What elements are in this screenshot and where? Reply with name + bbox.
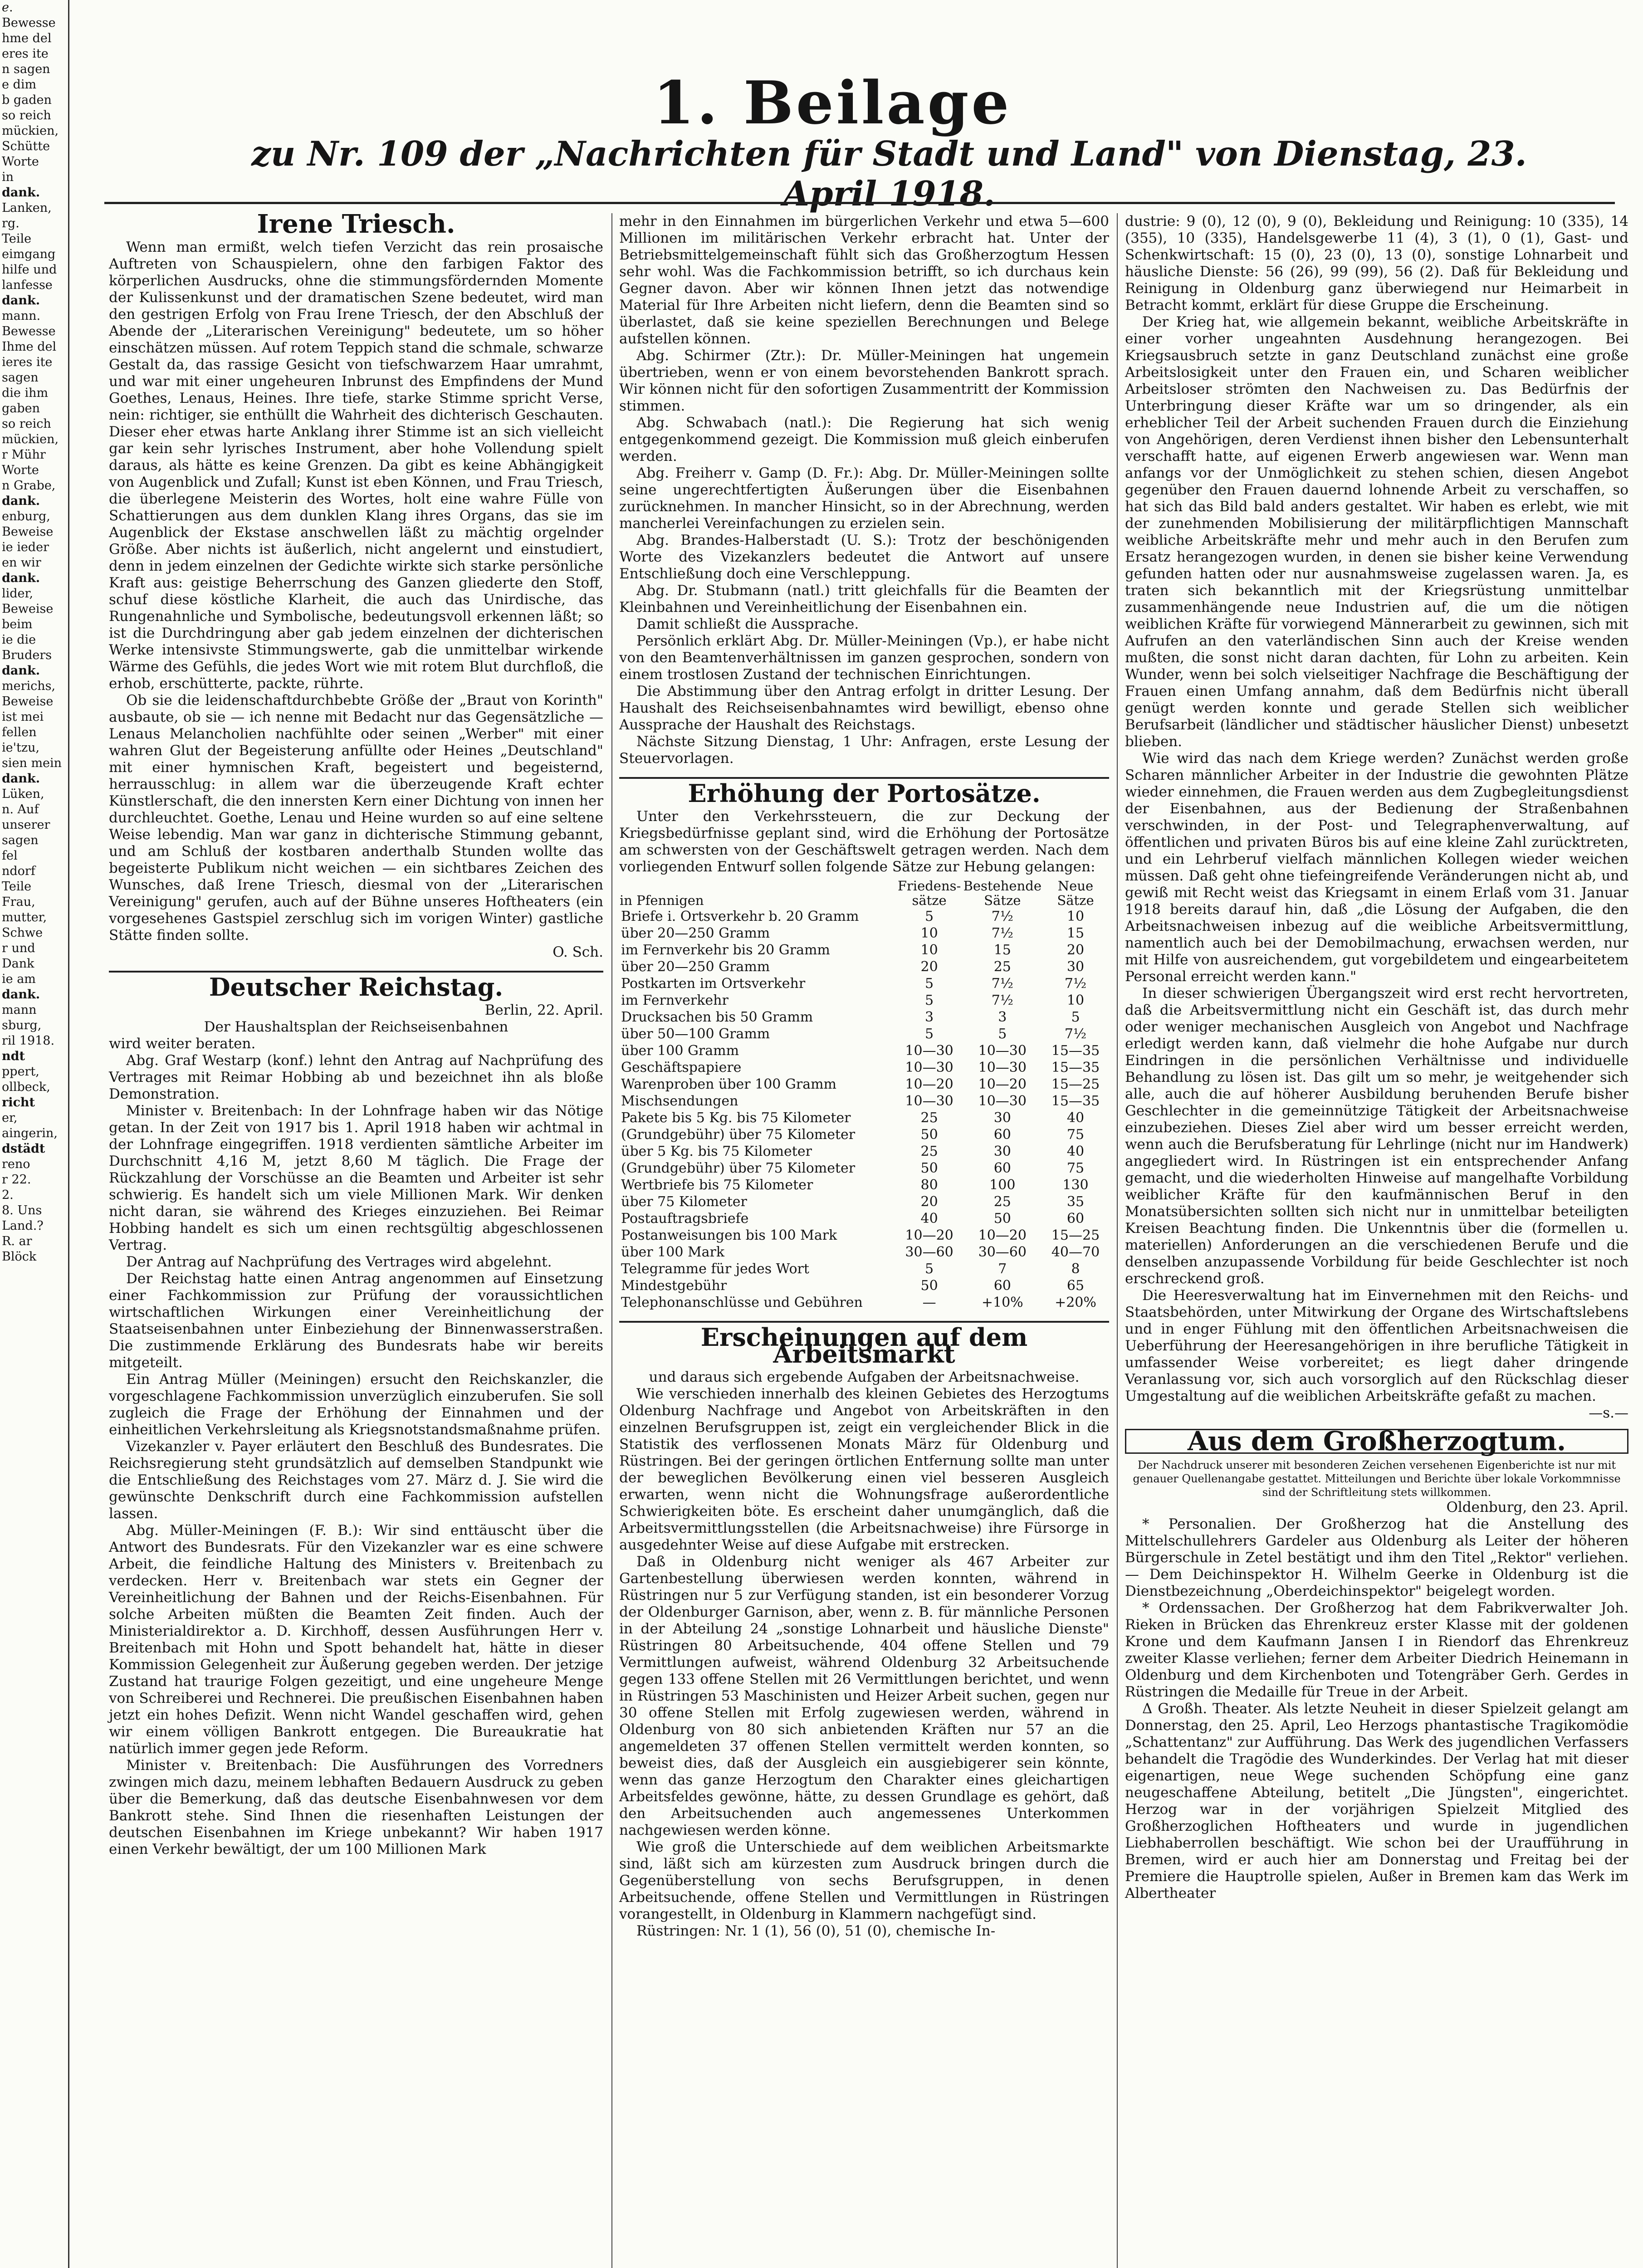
article-heading-reichstag: Deutscher Reichstag. xyxy=(209,973,504,1002)
article-heading-porto: Erhöhung der Portosätze. xyxy=(688,779,1041,808)
margin-fragment: richt xyxy=(2,1095,35,1110)
column-2 xyxy=(619,213,1109,1940)
margin-fragment: reno xyxy=(2,1157,30,1171)
margin-fragment: aingerin, xyxy=(2,1126,58,1140)
paragraph: * Ordenssachen. Der Großherzog hat dem Fabrikverwalter Joh. Rieken in Brücken das Ehrenkreuz erster Klasse mit der goldenen Krone und dem Kaufmann Jansen I in Riendorf das Ehrenkreuz zweiter Klasse verliehen; ferner dem Arbeiter Diedrich Heinemann in Oldenburg und dem Kirchenboten und Totengräber Gerh. Gerdes in Rüstringen die Medaille für Treue in der Arbeit. xyxy=(1125,1600,1628,1700)
table-cell: 5 xyxy=(925,976,934,992)
paragraph: Wie verschieden innerhalb des kleinen Gebietes des Herzogtums Oldenburg Nachfrage und Angebot von Arbeitskräften in den einzelnen Berufsgruppen ist, zeigt ein vergleichender Blick in die Statistik des verflossenen Monats März für Oldenburg und Rüstringen. Bei der geringen örtlichen Entfernung sollte man unter der beweglichen Bevölkerung einen viel besseren Ausgleich erwarten, wenn nicht die Wohnungsfrage außerordentliche Schwierigkeiten böte. Es erscheint daher unumgänglich, daß die Arbeitsvermittlungsstellen (die Arbeitsnachweise) ihre Fürsorge in ausgedehnter Weise auf diese Aufgabe mit erstrecken. xyxy=(619,1386,1109,1553)
table-cell: über 75 Kilometer xyxy=(621,1194,747,1210)
table-row xyxy=(619,1177,1109,1193)
table-cell: 7½ xyxy=(991,925,1013,941)
column-divider xyxy=(1117,213,1118,2268)
paragraph: Abg. Schwabach (natl.): Die Regierung hat sich wenig entgegenkommend gezeigt. Die Kommission muß gleich einberufen werden. xyxy=(619,415,1109,464)
paragraph: Abg. Müller-Meiningen (F. B.): Wir sind enttäuscht über die Antwort des Bundesrats. Für den Vizekanzler war es eine schwere Arbeit, die feindliche Haltung des Ministers v. Breitenbach zu verdecken. Herr v. Breitenbach war stets ein Gegner der Vereinheitlichung der Bahnen und der Reichs-Eisenbahnen. Für solche Arbeiten müßten die Beamten Zeit finden. Auch der Ministerialdirektor a. D. Kirchhoff, dessen Ausführungen Herr v. Breitenbach mit Hohn und Spott behandelt hat, hätte in dieser Kommission Gelegenheit zur Äußerung gegeben werden. Der jetzige Zustand hat traurige Folgen gezeitigt, und eine ungeheure Menge von Schreiberei und Rechnerei. Die preußischen Eisenbahnen haben jetzt ein hohes Defizit. Wenn nicht Wandel geschaffen wird, gehen wir einem völligen Bankrott entgegen. Die Bureaukratie hat natürlich immer gegen jede Reform. xyxy=(109,1522,603,1757)
table-cell: — xyxy=(922,1295,936,1310)
table-cell: 40 xyxy=(920,1211,938,1227)
table-cell: Wertbriefe bis 75 Kilometer xyxy=(621,1177,813,1193)
margin-fragment: ril 1918. xyxy=(2,1034,55,1048)
table-cell: Postauftragsbriefe xyxy=(621,1211,749,1227)
page-subtitle: zu Nr. 109 der „Nachrichten für Stadt und Land" von Dienstag, 23. April 1918. xyxy=(251,134,1527,214)
masthead-rule xyxy=(104,202,1615,204)
table-row xyxy=(619,1110,1109,1126)
table-row xyxy=(619,1009,1109,1026)
margin-fragment: dstädt xyxy=(2,1142,45,1156)
table-cell: +10% xyxy=(981,1295,1023,1310)
margin-fragment: Land.? xyxy=(2,1219,44,1233)
paragraph: Daß in Oldenburg nicht weniger als 467 Arbeiter zur Gartenbestellung überwiesen werden konnten, während in Rüstringen nur 5 zur Verfügung standen, ist ein besonderer Vorzug der Oldenburger Garnison, aber, wenn z. B. für männliche Personen in der Abteilung 24 „sonstige Lohnarbeit und häusliche Dienste" Rüstringen 80 Arbeitsuchende, 404 offene Stellen und 79 Vermittlungen aufweist, während Oldenburg 32 Arbeitsuchende gegen 133 offene Stellen mit 26 Vermittlungen berichtet, und wenn in Rüstringen 53 Maschinisten und Heizer Arbeit suchen, gegen nur 30 offene Stellen mit Erfolg zugewiesen werden, während in Oldenburg von 80 sich anbietenden Kräften nur 57 an die angemeldeten 37 offenen Stellen vermittelt werden konnten, so beweist dies, daß der Ausgleich ein ausgiebigerer sein könnte, wenn das ganze Herzogtum den Charakter eines gleichartigen Arbeitsfeldes gewönne, hätte, zu dessen Grundlage es gehört, daß den Arbeitsuchenden auch angemessenes Unterkommen nachgewiesen werden könne. xyxy=(619,1554,1109,1838)
margin-fragment: Schwe xyxy=(2,926,43,940)
table-cell: 60 xyxy=(993,1160,1011,1176)
table-cell: im Fernverkehr xyxy=(621,992,729,1008)
article-heading-grossherzogtum: Aus dem Großherzogtum. xyxy=(1125,1429,1628,1454)
margin-fragment: Teile xyxy=(2,880,32,894)
margin-fragment: in xyxy=(2,170,14,184)
table-cell: 25 xyxy=(993,1194,1011,1210)
margin-fragment: dank. xyxy=(2,571,40,585)
table-cell: im Fernverkehr bis 20 Gramm xyxy=(621,942,830,958)
margin-fragment: lanfesse xyxy=(2,278,53,292)
table-cell: 20 xyxy=(920,959,938,975)
paragraph: Damit schließt die Aussprache. xyxy=(636,616,859,632)
table-cell: 25 xyxy=(993,959,1011,975)
margin-fragment: Ihme del xyxy=(2,340,57,354)
table-cell: über 100 Mark xyxy=(621,1244,725,1260)
dateline: Berlin, 22. April. xyxy=(484,1002,603,1018)
table-cell: 10—30 xyxy=(905,1060,954,1075)
margin-fragment: n sagen xyxy=(2,62,50,76)
margin-fragment: 8. Uns xyxy=(2,1203,42,1217)
table-cell: 130 xyxy=(1062,1177,1089,1193)
table-cell: 15—35 xyxy=(1051,1043,1100,1059)
paragraph: Unter den Verkehrssteuern, die zur Deckung der Kriegsbedürfnisse geplant sind, wird die Erhöhung der Portosätze am schwersten von der Geschäftswelt getragen werden. Nach dem vorliegenden Entwurf sollen folgende Sätze zur Hebung gelangen: xyxy=(619,808,1109,875)
table-cell: 60 xyxy=(993,1278,1011,1294)
table-row xyxy=(619,958,1109,975)
paragraph: Wenn man ermißt, welch tiefen Verzicht das rein prosaische Auftreten von Schauspielern, ohne den farbigen Faktor des körperlichen Ausdrucks, ohne die stimmungsfördernden Momente der Kulissenkunst und der dramatischen Szene bedeutet, wird man den gestrigen Erfolg von Frau Irene Triesch, der den Abschluß der Abende der „Literarischen Vereinigung" bedeutete, um so höher einschätzen müssen. Auf rotem Teppich stand die schmale, schwarze Gestalt da, das rassige Gesicht von tiefschwarzem Haar umrahmt, und war mit einer ungeheuren Inbrunst des Empfindens der Mund Goethes, Lenaus, Heines. Ihre tiefe, starke Stimme spricht Verse, nein: richtiger, sie enthüllt die Wahrheit des dichterisch Geschauten. Dieser eher etwas harte Anklang ihrer Stimme ist an sich vielleicht gar kein sehr lyrisches Instrument, aber hohe Vollendung spielt daraus, als hätte es keine Grenzen. Da gibt es keine Abhängigkeit von Augenblick und Zufall; Kunst ist eben Können, und Frau Triesch, die überlegene Meisterin des Wortes, holt eine wahre Fülle von Schattierungen aus dem dunklen Klang ihres Organs, das sie im Augenblick der Ekstase anschwellen läßt zu mächtig orgelnder Größe. Aber nichts ist äußerlich, nicht angelernt und einstudiert, denn in jedem einzelnen der Gedichte wirkte sich starke persönliche Kraft aus: geistige Beherrschung des Ganzen gliederte den Stoff, schuf diese köstliche Klarheit, die auch das Unirdische, das Rungenahnliche und Symbolische, bedeutungsvoll erkennen läßt; so ist die Durchdringung aber gab jedem einzelnen der dichterischen Werke intensivste Stimmungswerte, gab die unmittelbar wirkende Wärme des Gefühls, die jedes Wort wie mit rotem Blut durchfloß, die erhob, erschütterte, packte, rührte. xyxy=(109,239,603,692)
margin-fragment: sagen xyxy=(2,833,39,847)
margin-fragment: fellen xyxy=(2,725,37,739)
margin-fragment: Lanken, xyxy=(2,201,52,215)
paragraph: Vizekanzler v. Payer erläutert den Beschluß des Bundesrates. Die Reichsregierung steht grundsätzlich auf demselben Standpunkt wie die Entschließung des Reichstages vom 27. März d. J. Sie wird die gewünschte Denkschrift durch eine Fachkommission aufstellen lassen. xyxy=(109,1438,603,1522)
margin-fragment: beim xyxy=(2,617,33,631)
table-cell: 20 xyxy=(920,1194,938,1210)
table-cell: 75 xyxy=(1066,1127,1085,1143)
margin-fragment: r und xyxy=(2,941,35,955)
table-row xyxy=(619,1227,1109,1244)
dateline: Oldenburg, den 23. April. xyxy=(1446,1499,1628,1515)
margin-fragment: ie am xyxy=(2,972,36,986)
table-cell: 30 xyxy=(1066,959,1085,975)
table-cell: 15 xyxy=(1066,925,1085,941)
margin-fragment: dank. xyxy=(2,664,40,678)
margin-fragment: ie'tzu, xyxy=(2,741,40,755)
table-cell: 7½ xyxy=(991,976,1013,992)
margin-fragment: mückien, xyxy=(2,124,59,138)
margin-fragment: 2. xyxy=(2,1188,14,1202)
margin-fragment: ollbeck, xyxy=(2,1080,50,1094)
paragraph: Minister v. Breitenbach: In der Lohnfrage haben wir das Nötige getan. In der Zeit von 1917 bis 1. April 1918 haben wir achtmal in der Lohnfrage eingegriffen. 1918 verdienten sämtliche Arbeiter im Durchschnitt 4,16 M, jetzt 8,60 M täglich. Die Frage der Rückzahlung der Vorschüsse an die Beamten und Arbeiter ist sehr schwierig. Es handelt sich um viele Millionen Mark. Wir denken nicht daran, sie während des Krieges einzuziehen. Bei Reimar Hobbing handelt es sich um einen rechtsgültig abgeschlossenen Vertrag. xyxy=(109,1103,603,1253)
subheading: und daraus sich ergebende Aufgaben der Arbeitsnachweise. xyxy=(649,1369,1080,1385)
paragraph: Persönlich erklärt Abg. Dr. Müller-Meiningen (Vp.), er habe nicht von den Beamtenverhältnissen im ganzen gesprochen, sondern von einem trostlosen Zustand der technischen Einrichtungen. xyxy=(619,633,1109,683)
margin-fragment: dank. xyxy=(2,293,40,308)
table-cell: 40 xyxy=(1066,1110,1085,1126)
table-row xyxy=(619,1093,1109,1110)
table-cell: (Grundgebühr) über 75 Kilometer xyxy=(621,1127,856,1143)
margin-fragment: Blöck xyxy=(2,1250,37,1264)
author-signature: —s.— xyxy=(1589,1405,1628,1421)
paragraph: dustrie: 9 (0), 12 (0), 9 (0), Bekleidung und Reinigung: 10 (335), 14 (355), 10 (335), Handelsgewerbe 11 (4), 3 (1), 0 (1), Gast- und Schenkwirtschaft: 15 (0), 23 (0), 13 (0), sonstige Lohnarbeit und häusliche Dienste: 56 (26), 99 (99), 56 (2). Daß für Bekleidung und Reinigung in Oldenburg ganz überwiegend nur Heimarbeit in Betracht kommt, erklärt für diese Gruppe die Erscheinung. xyxy=(1125,213,1628,313)
table-row xyxy=(619,942,1109,958)
paragraph: Abg. Schirmer (Ztr.): Dr. Müller-Meiningen hat ungemein übertrieben, wenn er von einem bevorstehenden Bankrott sprach. Wir können nicht für den sofortigen Zusammentritt der Kommission stimmen. xyxy=(619,347,1109,414)
table-header: Bestehende Sätze xyxy=(963,878,1042,908)
table-row xyxy=(619,1076,1109,1093)
paragraph: Wie wird das nach dem Kriege werden? Zunächst werden große Scharen männlicher Arbeiter in der Industrie die gewohnten Plätze wieder einnehmen, die Frauen werden aus dem Zugbegleitungsdienst der Eisenbahnen, aus der Bedienung der Straßenbahnen verschwinden, in der Post- und Telegraphenverwaltung, auf öffentlichen und privaten Büros bis auf eine kleine Zahl zurücktreten, und ein Lehrberuf vielfach männlichen Kollegen wieder weichen müssen. Daß geht ohne tiefeingreifende Veränderungen nicht ab, und gewiß mit Recht weist das Kriegsamt in einem Erlaß vom 31. Januar 1918 bereits darauf hin, daß „die Lösung der Aufgaben, die den Arbeitsnachweisen inbezug auf die weibliche Arbeitsvermittlung, namentlich auch bei der Demobilmachung, erwachsen werden, nur mit Hilfe von ausreichendem, gut vorgebildetem und eingearbeitetem Personal erreicht werden kann." xyxy=(1125,750,1628,985)
table-cell: 50 xyxy=(993,1211,1011,1227)
author-signature: O. Sch. xyxy=(553,944,603,960)
margin-fragment: so reich xyxy=(2,417,51,431)
table-row xyxy=(619,1126,1109,1143)
margin-fragment: merichs, xyxy=(2,679,56,693)
margin-fragment: er, xyxy=(2,1111,18,1125)
paragraph: Abg. Dr. Stubmann (natl.) tritt gleichfalls für die Beamten der Kleinbahnen und Vereinheitlichung der Eisenbahnen ein. xyxy=(619,582,1109,616)
table-cell: 15—25 xyxy=(1051,1076,1100,1092)
margin-fragment: dank. xyxy=(2,494,40,508)
table-cell: 30 xyxy=(993,1110,1011,1126)
table-row xyxy=(619,992,1109,1009)
table-cell: 50 xyxy=(920,1278,938,1294)
article-heading-arbeitsmarkt: Erscheinungen auf dem Arbeitsmarkt xyxy=(700,1323,1028,1369)
margin-fragment: so reich xyxy=(2,108,51,122)
margin-fragment: Bewesse xyxy=(2,16,56,30)
table-cell: 15 xyxy=(993,942,1011,958)
margin-fragment: Lüken, xyxy=(2,787,44,801)
paragraph: Die Heeresverwaltung hat im Einvernehmen mit den Reichs- und Staatsbehörden, unter Mitwirkung der Organe des Wirtschaftslebens und in enger Fühlung mit den öffentlichen Arbeitsnachweisen die Ueberführung der Heeresangehörigen in ihre berufliche Tätigkeit in umfassender Weise vorbereitet; es liegt daher dringende Veranlassung vor, sich auch vorsorglich auf den Rückschlag dieser Umgestaltung auf die weiblichen Arbeitskräfte gefaßt zu machen. xyxy=(1125,1287,1628,1404)
margin-fragment: b gaden xyxy=(2,93,52,107)
table-cell: Pakete bis 5 Kg. bis 75 Kilometer xyxy=(621,1110,851,1126)
table-cell: über 50—100 Gramm xyxy=(621,1026,770,1042)
margin-fragment: ist mei xyxy=(2,710,44,724)
margin-fragment: mann. xyxy=(2,309,41,323)
margin-fragment: sien mein xyxy=(2,756,62,770)
table-cell: 5 xyxy=(925,992,934,1008)
table-cell: Drucksachen bis 50 Gramm xyxy=(621,1009,813,1025)
paragraph: In dieser schwierigen Übergangszeit wird erst recht hervortreten, daß die Arbeitsvermittlung nicht ein Geschäft ist, das durch mehr oder weniger mechanischen Ausgleich von Angebot und Nachfrage erledigt werden kann, daß vielmehr die hohe Aufgabe nur durch Eindringen in die persönlichen Verhältnisse und individuelle Behandlung zu lösen ist. Das gilt um so mehr, je weitgehender sich alle, auch die auf höherer Ausbildung beruhenden Berufe bisher Geschlechter in die gemeinnützige Tätigkeit der Arbeitsnachweise einzubeziehen. Dieses Ziel aber wird um besser erreicht werden, wenn auch die Berufsberatung für Lehrlinge (nicht nur im Handwerk) angegliedert wird. In Rüstringen ist ein entsprechender Anfang gemacht, und die wiederholten Hinweise auf mangelhafte Vorbildung weiblicher Kräfte für den kaufmännischen Beruf in den Monatsübersichten sollten sich nicht nur in unmittelbar beteiligten Kreisen Beachtung finden. Die Unkenntnis über die (formellen u. materiellen) Anforderungen an die verschiedenen Berufe und die denselben anzupassende Vorbildung für beide Geschlechter ist noch erschreckend groß. xyxy=(1125,985,1628,1287)
margin-fragment: dank. xyxy=(2,987,40,1002)
page-title: 1. Beilage xyxy=(653,68,1012,137)
margin-fragment: Worte xyxy=(2,463,39,477)
table-cell: 5 xyxy=(1071,1009,1080,1025)
table-cell: 10—30 xyxy=(905,1043,954,1059)
paragraph: Der Antrag auf Nachprüfung des Vertrages wird abgelehnt. xyxy=(126,1254,552,1270)
table-cell: 30 xyxy=(993,1144,1011,1159)
table-cell: 5 xyxy=(925,909,934,924)
margin-fragment: ieres ite xyxy=(2,355,53,369)
table-cell: über 5 Kg. bis 75 Kilometer xyxy=(621,1144,812,1159)
margin-fragment: mutter, xyxy=(2,910,47,924)
margin-fragment: Frau, xyxy=(2,895,35,909)
table-cell: 35 xyxy=(1066,1194,1085,1210)
table-cell: 10—30 xyxy=(905,1093,954,1109)
paragraph: Rüstringen: Nr. 1 (1), 56 (0), 51 (0), chemische In- xyxy=(636,1923,996,1939)
table-row xyxy=(619,1277,1109,1294)
margin-fragment: hilfe und xyxy=(2,263,57,277)
table-cell: 10—30 xyxy=(978,1043,1027,1059)
table-cell: 10—20 xyxy=(978,1076,1027,1092)
table-row xyxy=(619,1042,1109,1059)
paragraph: Ein Antrag Müller (Meiningen) ersucht den Reichskanzler, die vorgeschlagene Fachkommission unverzüglich einzuberufen. Sie soll zugleich die Frage der Erhöhung der Einnahmen und der einheitlichen Verkehrsleitung als Kriegsnotstandsmaßnahme prüfen. xyxy=(109,1371,603,1438)
column-3 xyxy=(1125,213,1628,1902)
margin-fragment: R. ar xyxy=(2,1234,32,1248)
margin-fragment: sagen xyxy=(2,371,39,385)
paragraph: Wie groß die Unterschiede auf dem weiblichen Arbeitsmarkte sind, läßt sich am kürzesten zum Ausdruck bringen durch die Gegenüberstellung von sechs Berufsgruppen, in denen Arbeitsuchende, offene Stellen und Vermittlungen in Rüstringen vorangestellt, in Oldenburg in Klammern nachgefügt sind. xyxy=(619,1839,1109,1922)
paragraph: Ob sie die leidenschaftdurchbebte Größe der „Braut von Korinth" ausbaute, ob sie — ich nenne mit Bedacht nur das Gegensätzliche — Lenaus Melancholien nachfühlte oder seinen „Werber" mit einer wahren Glut der Begeisterung anfüllte oder Heines „Deutschland" mit einer hymnischen Kraft, begeistert und begeisternd, herrausschlug: in allem war die überzeugende Kraft echter Künstlerschaft, die den innersten Kern einer Dichtung von innen her durchleuchtet. Goethe, Lenau und Heine wurden so auf eine seltene Weise lebendig. Man war ganz in dichterische Stimmung gebannt, und am Schluß der kostbaren anderthalb Stunden wollte das begeisterte Publikum nicht weichen — ein sichtbares Zeichen des Wunsches, daß Irene Triesch, diesmal von der „Literarischen Vereinigung" gerufen, auch auf der Bühne unseres Hoftheaters (ein vorgesehenes Gastspiel zerschlug sich im vorigen Winter) gastliche Stätte finden sollte. xyxy=(109,692,603,943)
margin-fragment: sburg, xyxy=(2,1018,42,1032)
table-cell: 10 xyxy=(1066,909,1085,924)
paragraph: Die Abstimmung über den Antrag erfolgt in dritter Lesung. Der Haushalt des Reichseisenbahnamtes wird bewilligt, ebenso ohne Aussprache der Haushalt des Reichstags. xyxy=(619,683,1109,733)
margin-fragment: mückien, xyxy=(2,432,59,446)
reprint-note: Der Nachdruck unserer mit besonderen Zeichen versehenen Eigenberichte ist nur mit genauer Quellenangabe gestattet. Mitteilungen und Berichte über lokale Vorkommnisse sind der Schriftleitung stets willkommen. xyxy=(1133,1459,1621,1499)
table-cell: 80 xyxy=(920,1177,938,1193)
table-row xyxy=(619,925,1109,942)
table-cell: 10—20 xyxy=(905,1076,954,1092)
table-cell: 10 xyxy=(920,942,938,958)
margin-fragment: enburg, xyxy=(2,509,50,523)
table-row xyxy=(619,1160,1109,1177)
margin-fragment: Bruders xyxy=(2,648,52,662)
margin-fragment: die ihm xyxy=(2,386,49,400)
margin-fragment: ie ieder xyxy=(2,540,49,554)
paragraph: Abg. Freiherr v. Gamp (D. Fr.): Abg. Dr. Müller-Meiningen sollte seine ungerechtfertigten Äußerungen über die Eisenbahnen zurücknehmen. In mancher Hinsicht, so in der Abrechnung, werden mancherlei Vereinfachungen zu erzielen sein. xyxy=(619,465,1109,532)
table-cell: 7½ xyxy=(991,909,1013,924)
table-cell: 3 xyxy=(998,1009,1007,1025)
table-cell: 7½ xyxy=(1064,976,1087,992)
margin-fragment: ndt xyxy=(2,1049,25,1063)
table-header: in Pfennigen xyxy=(620,893,704,908)
margin-fragment: ℯ. xyxy=(2,0,13,15)
margin-fragment: hme del xyxy=(2,31,52,45)
table-header: Friedens- sätze xyxy=(897,878,961,908)
margin-fragment: gaben xyxy=(2,401,40,415)
margin-fragment: eimgang xyxy=(2,247,56,261)
margin-fragment: lider, xyxy=(2,587,34,601)
table-cell: 10—20 xyxy=(978,1227,1027,1243)
table-cell: 5 xyxy=(925,1261,934,1277)
table-cell: über 100 Gramm xyxy=(621,1043,739,1059)
margin-fragment: eres ite xyxy=(2,47,49,61)
paragraph: Der Reichstag hatte einen Antrag angenommen auf Einsetzung einer Fachkommission zur Prüfung der voraussichtlichen wirtschaftlichen Wirkungen einer Vereinheitlichung der Staatseisenbahnen unter Einbeziehung der Binnenwasserstraßen. Die zustimmende Erklärung des Bundesrats habe wir bereits mitgeteilt. xyxy=(109,1271,603,1371)
table-cell: Geschäftspapiere xyxy=(621,1060,742,1075)
table-row xyxy=(619,1210,1109,1227)
table-cell: über 20—250 Gramm xyxy=(621,959,770,975)
column-1 xyxy=(109,209,603,1858)
margin-fragment: r Mühr xyxy=(2,448,46,462)
table-cell: 15—25 xyxy=(1051,1227,1100,1243)
margin-fragment: Dank xyxy=(2,957,34,971)
margin-fragment: Beweise xyxy=(2,525,54,539)
margin-fragment: Beweise xyxy=(2,602,54,616)
margin-fragment: Beweise xyxy=(2,694,54,709)
table-cell: Postkarten im Ortsverkehr xyxy=(621,976,806,992)
margin-fragment: Bewesse xyxy=(2,324,56,338)
table-row xyxy=(619,975,1109,992)
margin-fragment: e dim xyxy=(2,78,37,92)
table-cell: 7½ xyxy=(1064,1026,1087,1042)
margin-fragment: Schütte xyxy=(2,139,50,153)
table-row xyxy=(619,1026,1109,1042)
article-heading-triesch: Irene Triesch. xyxy=(257,209,455,239)
table-cell: Postanweisungen bis 100 Mark xyxy=(621,1227,837,1243)
table-cell: 100 xyxy=(989,1177,1016,1193)
table-row xyxy=(619,1193,1109,1210)
table-cell: 40 xyxy=(1066,1144,1085,1159)
table-row xyxy=(619,1143,1109,1160)
paragraph: Der Krieg hat, wie allgemein bekannt, weibliche Arbeitskräfte in einer vorher ungeahnten Ausdehnung herangezogen. Bei Kriegsausbruch setzte in ganz Deutschland zunächst eine große Arbeitslosigkeit unter den Frauen ein, und Scharen weiblicher Arbeitsloser strömten den Nachweisen zu. Das Bedürfnis der Unterbringung dieser Kräfte war um so dringender, als ein erheblicher Teil der Arbeit suchenden Frauen durch die Einziehung von Angehörigen, deren Verdienst ihnen bisher den Lebensunterhalt verschafft hatte, auf eigenen Erwerb angewiesen war. Wenn man anfangs vor der Unmöglichkeit zu stehen schien, diesen Angebot gegenüber den Frauen dauernd lohnende Arbeit zu verschaffen, so hat sich das Bild bald anders gestaltet. Wir haben es erlebt, wie mit der zunehmenden Mobilisierung der militärpflichtigen Mannschaft weibliche Arbeitskräfte mehr und mehr auch in den Berufen zum Ersatz herangezogen wurden, in denen sie bisher keine Verwendung gefunden hatten oder nur ausnahmsweise zugelassen waren. Ja, es traten sich bekanntlich mit der Kriegsrüstung unmittelbar zusammenhängende neue Industrien auf, die um die nötigen weiblichen Kräfte für vorwiegend Männerarbeit zu gewinnen, sich mit Aufrufen an den vaterländischen Sinn auch der Kreise wenden mußten, die sonst nicht daran dachten, für Lohn zu arbeiten. Kein Wunder, wenn bei solch vielseitiger Nachfrage die Beschäftigung der Frauen einen Umfang annahm, daß dem Bedürfnis nicht überall genügt werden konnte und gerade Stellen sich weiblicher Berufsarbeit (ländlicher und städtischer häuslicher Dienst) unbesetzt blieben. xyxy=(1125,314,1628,750)
table-row xyxy=(619,1244,1109,1261)
column-divider xyxy=(611,213,612,2268)
table-cell: 7½ xyxy=(991,992,1013,1008)
paragraph: Abg. Graf Westarp (konf.) lehnt den Antrag auf Nachprüfung des Vertrages mit Reimar Hobbing ab und bezeichnet ihn als bloße Demonstration. xyxy=(109,1052,603,1102)
margin-fragment: ppert, xyxy=(2,1065,39,1079)
margin-fragment: ie die xyxy=(2,633,36,647)
table-cell: 60 xyxy=(993,1127,1011,1143)
margin-fragment: en wir xyxy=(2,556,41,570)
table-cell: 3 xyxy=(925,1009,934,1025)
postage-rates-table xyxy=(619,878,1109,1311)
table-cell: 8 xyxy=(1071,1261,1080,1277)
paragraph: wird weiter beraten. xyxy=(109,1036,256,1052)
paragraph: Minister v. Breitenbach: Die Ausführungen des Vorredners zwingen mich dazu, meinem lebhaften Bedauern Ausdruck zu geben über die Bemerkung, daß das deutsche Eisenbahnwesen vor dem Bankrott stehe. Sind Ihnen die riesenhaften Leistungen der deutschen Eisenbahnen im Kriege unbekannt? Wir haben 1917 einen Verkehr bewältigt, der um 100 Millionen Mark xyxy=(109,1757,603,1857)
table-cell: Mindestgebühr xyxy=(621,1278,727,1294)
table-cell: +20% xyxy=(1055,1295,1096,1310)
paragraph: * Personalien. Der Großherzog hat die Anstellung des Mittelschullehrers Gardeler aus Oldenburg als Leiter der höheren Bürgerschule in Zetel bestätigt und ihm den Titel „Rektor" verliehen. — Dem Deichinspektor H. Wilhelm Geerke in Oldenburg ist die Dienstbezeichnung „Oberdeichinspektor" beigelegt worden. xyxy=(1125,1516,1628,1599)
table-cell: 25 xyxy=(920,1110,938,1126)
paragraph: Abg. Brandes-Halberstadt (U. S.): Trotz der beschönigenden Worte des Vizekanzlers bedeutet die Antwort auf unsere Entschließung doch eine Verschleppung. xyxy=(619,532,1109,582)
margin-fragment: dank. xyxy=(2,186,40,200)
left-margin-strip xyxy=(0,0,69,2268)
table-cell: 30—60 xyxy=(978,1244,1027,1260)
margin-fragment: Teile xyxy=(2,232,32,246)
paragraph: mehr in den Einnahmen im bürgerlichen Verkehr und etwa 5—600 Millionen im militärischen Verkehr erbracht hat. Unter der Betriebsmittelgemeinschaft fühlt sich das Großherzogtum Hessen sehr wohl. Was die Fachkommission betrifft, so ich durchaus kein Gegner davon. Aber wir können Ihnen jetzt das notwendige Material für Ihre Arbeiten nicht liefern, denn die Beamten sind so überlastet, daß sie keine speziellen Berechnungen und Belege aufstellen können. xyxy=(619,213,1109,347)
table-cell: 10—30 xyxy=(978,1093,1027,1109)
table-cell: 5 xyxy=(998,1026,1007,1042)
table-cell: Briefe i. Ortsverkehr b. 20 Gramm xyxy=(621,909,859,924)
table-cell: Telephonanschlüsse und Gebühren xyxy=(621,1295,863,1310)
table-cell: 15—35 xyxy=(1051,1060,1100,1075)
margin-fragment: dank. xyxy=(2,772,40,786)
table-cell: 5 xyxy=(925,1026,934,1042)
table-row xyxy=(619,1294,1109,1311)
table-cell: 60 xyxy=(1066,1211,1085,1227)
margin-fragment: ndorf xyxy=(2,864,35,878)
table-row xyxy=(619,1261,1109,1277)
table-cell: 40—70 xyxy=(1051,1244,1100,1260)
margin-fragment: Worte xyxy=(2,155,39,169)
margin-fragment: n Grabe, xyxy=(2,479,56,493)
table-cell: 50 xyxy=(920,1127,938,1143)
table-cell: 50 xyxy=(920,1160,938,1176)
table-cell: über 20—250 Gramm xyxy=(621,925,770,941)
table-row xyxy=(619,1059,1109,1076)
margin-fragment: mann xyxy=(2,1003,37,1017)
table-cell: 65 xyxy=(1066,1278,1085,1294)
table-cell: 10—30 xyxy=(978,1060,1027,1075)
table-cell: (Grundgebühr) über 75 Kilometer xyxy=(621,1160,856,1176)
margin-fragment: n. Auf xyxy=(2,802,39,816)
table-cell: 75 xyxy=(1066,1160,1085,1176)
paragraph: Nächste Sitzung Dienstag, 1 Uhr: Anfragen, erste Lesung der Steuervorlagen. xyxy=(619,733,1109,767)
margin-fragment: rg. xyxy=(2,216,20,230)
table-cell: 15—35 xyxy=(1051,1093,1100,1109)
paragraph: Δ Großh. Theater. Als letzte Neuheit in dieser Spielzeit gelangt am Donnerstag, den 25. April, Leo Herzogs phantastische Tragikomödie „Schattentanz" zur Aufführung. Das Werk des jugendlichen Verfassers behandelt die Tragödie des Wunderkindes. Der Verlag hat mit dieser eigenartigen, neue Wege suchenden Schöpfung eine ganz neugeschaffene Abteilung, betitelt „Die Jüngsten", eingerichtet. Herzog war in der vorjährigen Spielzeit Mitglied des Großherzoglichen Hoftheaters und wurde in jugendlichen Liebhaberrollen beschäftigt. Wie schon bei der Uraufführung in Bremen, wird er auch hier am Donnerstag und Freitag bei der Premiere die Hauptrolle spielen, Außer in Bremen kam das Werk im Albertheater xyxy=(1125,1701,1628,1901)
subheading: Der Haushaltsplan der Reichseisenbahnen xyxy=(204,1019,509,1035)
margin-fragment: r 22. xyxy=(2,1173,31,1187)
table-cell: 30—60 xyxy=(905,1244,954,1260)
margin-fragment: fel xyxy=(2,849,18,863)
table-cell: 7 xyxy=(998,1261,1007,1277)
table-cell: Telegramme für jedes Wort xyxy=(621,1261,809,1277)
table-cell: 10—20 xyxy=(905,1227,954,1243)
table-cell: Warenproben über 100 Gramm xyxy=(621,1076,836,1092)
margin-fragment: unserer xyxy=(2,818,50,832)
table-cell: 25 xyxy=(920,1144,938,1159)
table-header: Neue Sätze xyxy=(1057,878,1094,908)
table-row xyxy=(619,908,1109,925)
table-cell: 10 xyxy=(1066,992,1085,1008)
table-cell: 10 xyxy=(920,925,938,941)
table-cell: 20 xyxy=(1066,942,1085,958)
table-cell: Mischsendungen xyxy=(621,1093,738,1109)
